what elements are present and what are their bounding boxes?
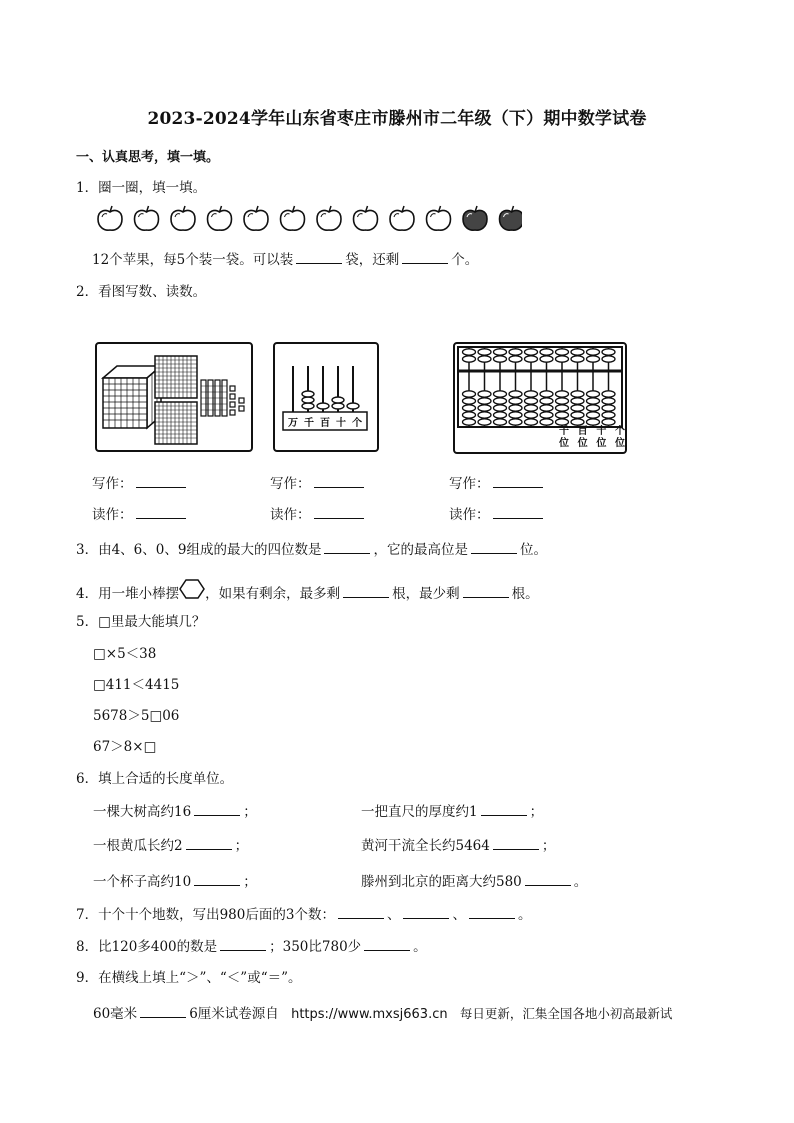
q6-right-item xyxy=(361,800,543,820)
read-label: 读作： xyxy=(449,507,490,523)
q9-blank[interactable] xyxy=(140,1005,186,1018)
q1-text-c: 个。 xyxy=(451,252,479,268)
abacus-bead xyxy=(525,412,538,418)
abacus-bead xyxy=(571,405,584,411)
q8-text-c: 。 xyxy=(413,939,427,955)
base-ten-blocks-icon xyxy=(97,344,251,450)
abacus-label: 位 xyxy=(577,438,588,449)
read-line-1 xyxy=(92,503,189,523)
abacus-label: 位 xyxy=(559,438,569,449)
q4-text-b: ，如果有剩余，最多剩 xyxy=(205,586,341,602)
q3-blank-place[interactable] xyxy=(471,541,517,554)
q3-blank-number[interactable] xyxy=(324,541,370,554)
base-ten-blocks-image xyxy=(95,342,253,452)
abacus-bead xyxy=(509,349,522,355)
read-blank[interactable] xyxy=(136,506,186,519)
abacus-bead xyxy=(587,405,600,411)
abacus-bead xyxy=(463,398,476,404)
q8-text-a: 8．比120多400的数是 xyxy=(76,939,218,955)
read-line-3 xyxy=(449,503,546,523)
q6-label: 6．填上合适的长度单位。 xyxy=(76,771,234,787)
abacus-bead xyxy=(587,391,600,397)
abacus-label: 位 xyxy=(596,438,607,449)
q7-blank-3[interactable] xyxy=(469,906,515,919)
q6-blank[interactable] xyxy=(493,837,539,850)
counting-frame-labels xyxy=(285,414,365,429)
abacus-bead xyxy=(587,412,600,418)
abacus-bead xyxy=(509,412,522,418)
q6-sep: ； xyxy=(234,838,249,854)
abacus-place-labels xyxy=(559,426,625,450)
write-line-2 xyxy=(270,472,367,492)
abacus-bead xyxy=(556,405,569,411)
abacus-bead xyxy=(602,398,615,404)
abacus-bead xyxy=(540,398,553,404)
q9-text-a: 60毫米 xyxy=(93,1006,138,1022)
abacus-bead xyxy=(540,391,553,397)
q6-right-item xyxy=(361,870,587,890)
apple-icon xyxy=(244,206,268,230)
abacus-bead xyxy=(525,391,538,397)
q4-blank-min[interactable] xyxy=(463,585,509,598)
abacus-bead xyxy=(587,349,600,355)
abacus-image xyxy=(453,342,627,454)
abacus-bead xyxy=(509,405,522,411)
abacus-bead xyxy=(556,412,569,418)
abacus-bead xyxy=(540,419,553,425)
q4-text-c: 根，最少剩 xyxy=(392,586,460,602)
q6-sep: ； xyxy=(541,838,556,854)
write-blank[interactable] xyxy=(493,475,543,488)
q3-sentence xyxy=(76,538,547,558)
counting-frame-icon xyxy=(275,344,377,450)
q9-item xyxy=(93,1002,672,1022)
abacus-bead xyxy=(556,356,569,362)
write-label: 写作： xyxy=(92,476,133,492)
abacus-bead xyxy=(525,356,538,362)
frame-label: 百 xyxy=(320,418,330,429)
abacus-bead xyxy=(571,356,584,362)
q5-item: 5678＞5□06 xyxy=(93,708,180,724)
abacus-bead xyxy=(525,398,538,404)
frame-label: 万 xyxy=(288,418,298,429)
write-label: 写作： xyxy=(449,476,490,492)
q6-text: 一棵大树高约16 xyxy=(93,804,192,820)
abacus-bead xyxy=(556,419,569,425)
abacus-bead xyxy=(478,405,491,411)
q7-sep: 、 xyxy=(452,907,466,923)
abacus-bead xyxy=(463,419,476,425)
q2-label: 2．看图写数、读数。 xyxy=(76,284,207,300)
abacus-bead xyxy=(556,391,569,397)
abacus-bead xyxy=(463,405,476,411)
abacus-bead xyxy=(525,405,538,411)
abacus-bead xyxy=(494,419,507,425)
write-line-1 xyxy=(92,472,189,492)
apple-icon xyxy=(135,206,159,230)
abacus-label: 位 xyxy=(614,438,625,449)
apple-icon xyxy=(317,206,341,230)
q6-sep: ； xyxy=(529,804,544,820)
q1-text-a: 12个苹果，每5个装一袋。可以装 xyxy=(92,252,294,268)
apples-row xyxy=(97,205,522,233)
read-blank[interactable] xyxy=(314,506,364,519)
apples-illustration xyxy=(97,205,522,233)
abacus-bead xyxy=(478,398,491,404)
section-heading: 一、认真思考，填一填。 xyxy=(76,150,220,165)
read-label: 读作： xyxy=(92,507,133,523)
abacus-bead xyxy=(463,412,476,418)
abacus-bead xyxy=(571,349,584,355)
q5-item: 67＞8×□ xyxy=(93,739,157,755)
source-url[interactable]: https://www.mxsj663.cn xyxy=(291,1007,448,1022)
abacus-bead xyxy=(587,356,600,362)
q1-text-b: 袋，还剩 xyxy=(345,252,400,268)
q6-text: 一把直尺的厚度约1 xyxy=(361,804,478,820)
counting-frame-image xyxy=(273,342,379,452)
abacus-bead xyxy=(556,349,569,355)
q8-blank-2[interactable] xyxy=(364,938,410,951)
source-tail: 每日更新，汇集全国各地小初高最新试 xyxy=(459,1006,673,1021)
write-line-3 xyxy=(449,472,546,492)
abacus-bead xyxy=(602,356,615,362)
abacus-bead xyxy=(478,419,491,425)
q9-label: 9．在横线上填上“＞”、“＜”或“＝”。 xyxy=(76,970,302,986)
abacus-bead xyxy=(463,349,476,355)
q4-text-a: 4．用一堆小棒摆 xyxy=(76,586,180,602)
q6-end: 。 xyxy=(573,874,588,890)
abacus-bead xyxy=(571,419,584,425)
frame-label: 千 xyxy=(304,418,314,429)
apple-icon xyxy=(208,206,232,230)
abacus-bead xyxy=(602,391,615,397)
q1-label: 1．圈一圈，填一填。 xyxy=(76,180,207,196)
apple-icon xyxy=(463,206,487,230)
q5-item: □411＜4415 xyxy=(93,677,180,693)
q4-text-d: 根。 xyxy=(511,586,539,602)
abacus-bead xyxy=(587,419,600,425)
q9-text-b: 6厘米试卷源自 xyxy=(189,1006,279,1022)
q6-left-item xyxy=(93,834,248,854)
apple-icon xyxy=(390,206,414,230)
abacus-bead xyxy=(602,405,615,411)
frame-label: 十 xyxy=(336,418,346,429)
apple-icon xyxy=(281,206,305,230)
abacus-bead xyxy=(509,398,522,404)
read-label: 读作： xyxy=(270,507,311,523)
q4-blank-max[interactable] xyxy=(343,585,389,598)
hexagon-icon xyxy=(179,578,205,600)
abacus-bead xyxy=(556,398,569,404)
abacus-label: 千 xyxy=(559,426,569,437)
abacus-bead xyxy=(509,391,522,397)
abacus-bead xyxy=(494,349,507,355)
abacus-bead xyxy=(478,349,491,355)
q4-sentence xyxy=(76,578,539,602)
abacus-bead xyxy=(602,412,615,418)
q8-text-b: ；350比780少 xyxy=(269,939,362,955)
q8-blank-1[interactable] xyxy=(220,938,266,951)
abacus-label: 百 xyxy=(577,426,588,437)
abacus-bead xyxy=(525,419,538,425)
abacus-bead xyxy=(478,391,491,397)
apple-icon xyxy=(427,206,451,230)
abacus-bead xyxy=(478,412,491,418)
read-blank[interactable] xyxy=(493,506,543,519)
write-blank[interactable] xyxy=(136,475,186,488)
q3-text-a: 3．由4、6、0、9组成的最大的四位数是 xyxy=(76,542,322,558)
abacus-bead xyxy=(571,412,584,418)
write-label: 写作： xyxy=(270,476,311,492)
abacus-bead xyxy=(540,405,553,411)
q5-item: □×5＜38 xyxy=(93,646,157,662)
q6-right-item xyxy=(361,834,555,854)
apple-icon xyxy=(98,206,122,230)
read-line-2 xyxy=(270,503,367,523)
abacus-bead xyxy=(478,356,491,362)
apple-icon xyxy=(171,206,195,230)
abacus-bead xyxy=(494,405,507,411)
q6-sep: ； xyxy=(243,804,257,820)
q6-left-item xyxy=(93,870,257,890)
page-title: 2023-2024学年山东省枣庄市滕州市二年级（下）期中数学试卷 xyxy=(147,109,647,129)
q6-blank[interactable] xyxy=(481,803,527,816)
q7-sep: 、 xyxy=(386,907,401,923)
abacus-label: 个 xyxy=(614,426,625,437)
q7-text-a: 7．十个十个地数，写出980后面的3个数： xyxy=(76,907,335,923)
q3-text-c: 位。 xyxy=(519,542,547,558)
q6-blank[interactable] xyxy=(194,873,240,886)
abacus-bead xyxy=(587,398,600,404)
q7-end: 。 xyxy=(517,907,532,923)
q7-blank-1[interactable] xyxy=(338,906,384,919)
q5-label: 5．□里最大能填几？ xyxy=(76,614,206,630)
apple-icon xyxy=(354,206,378,230)
q6-text: 黄河干流全长约5464 xyxy=(361,838,490,854)
q8-sentence xyxy=(76,935,427,955)
abacus-bead xyxy=(540,356,553,362)
abacus-bead xyxy=(494,391,507,397)
abacus-bead xyxy=(463,356,476,362)
abacus-bead xyxy=(571,391,584,397)
q6-blank[interactable] xyxy=(186,837,232,850)
q6-blank[interactable] xyxy=(194,803,240,816)
write-blank[interactable] xyxy=(314,475,364,488)
abacus-bead xyxy=(463,391,476,397)
abacus-bead xyxy=(602,419,615,425)
abacus-bead xyxy=(571,398,584,404)
q6-text: 一个杯子高约10 xyxy=(93,874,192,890)
frame-label: 个 xyxy=(352,418,362,429)
apple-icon xyxy=(500,206,523,230)
abacus-label: 十 xyxy=(596,426,607,437)
abacus-bead xyxy=(509,419,522,425)
abacus-bead xyxy=(494,398,507,404)
abacus-bead xyxy=(540,349,553,355)
q6-blank[interactable] xyxy=(525,873,571,886)
q6-text: 一根黄瓜长约2 xyxy=(93,838,183,854)
q6-left-item xyxy=(93,800,257,820)
q1-blank-bags[interactable] xyxy=(296,251,342,264)
abacus-bead xyxy=(494,356,507,362)
abacus-bead xyxy=(602,349,615,355)
q7-blank-2[interactable] xyxy=(403,906,449,919)
abacus-bead xyxy=(525,349,538,355)
q6-text: 滕州到北京的距离大约580 xyxy=(361,874,522,890)
q1-blank-remain[interactable] xyxy=(402,251,448,264)
q3-text-b: ，它的最高位是 xyxy=(373,542,468,558)
q6-sep: ； xyxy=(243,874,257,890)
abacus-bead xyxy=(494,412,507,418)
q7-sentence xyxy=(76,903,531,923)
abacus-bead xyxy=(540,412,553,418)
q1-sentence xyxy=(92,248,478,268)
abacus-bead xyxy=(509,356,522,362)
